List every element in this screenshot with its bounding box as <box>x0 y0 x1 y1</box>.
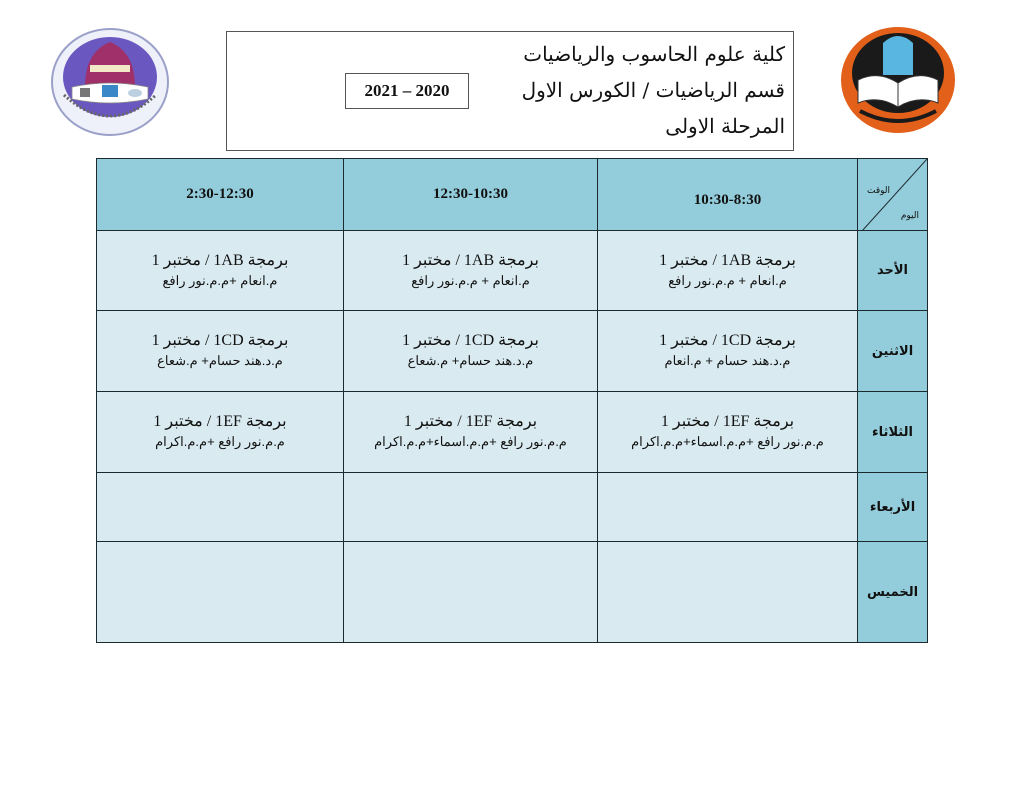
schedule-cell <box>344 231 598 311</box>
day-label: الأربعاء <box>858 473 928 542</box>
schedule-cell <box>344 542 598 643</box>
course-text: برمجة 1AB / مختبر 1 <box>659 251 796 269</box>
instructors-text: م.د.هند حسام + م.انعام <box>664 353 791 368</box>
academic-year: 2021 – 2020 <box>345 73 469 109</box>
schedule-cell <box>97 392 344 473</box>
header-row <box>97 159 928 231</box>
schedule-cell <box>97 231 344 311</box>
schedule-cell <box>598 392 858 473</box>
university-logo <box>838 25 958 135</box>
course-text: برمجة 1EF / مختبر 1 <box>153 413 287 430</box>
table-row <box>97 311 928 392</box>
table-row <box>97 231 928 311</box>
course-text: برمجة 1AB / مختبر 1 <box>402 251 539 269</box>
instructors-text: م.د.هند حسام+ م.شعاع <box>157 353 283 368</box>
day-label: الأحد <box>858 231 928 311</box>
corner-day-label: اليوم <box>900 211 919 221</box>
college-logo <box>50 27 170 137</box>
schedule-cell <box>598 542 858 643</box>
schedule-cell <box>598 311 858 392</box>
table-row <box>97 473 928 542</box>
day-label: الثلاثاء <box>858 392 928 473</box>
day-label: الاثنين <box>858 311 928 392</box>
schedule-cell <box>344 311 598 392</box>
header-box <box>226 31 794 151</box>
day-label: الخميس <box>858 542 928 643</box>
department-course: قسم الرياضيات / الكورس الاول <box>521 78 785 102</box>
schedule-table <box>96 158 928 643</box>
instructors-text: م.انعام +م.م.نور رافع <box>162 272 278 288</box>
schedule-cell <box>598 473 858 542</box>
time-slot-header: 10:30-8:30 <box>598 159 858 231</box>
corner-time-label: الوقت <box>867 186 891 196</box>
instructors-text: م.م.نور رافع +م.م.اكرام <box>155 434 285 449</box>
schedule-cell <box>97 542 344 643</box>
corner-cell <box>858 159 928 231</box>
table-row <box>97 392 928 473</box>
instructors-text: م.م.نور رافع +م.م.اسماء+م.م.اكرام <box>631 434 824 449</box>
course-text: برمجة 1CD / مختبر 1 <box>659 332 796 349</box>
schedule-cell <box>598 231 858 311</box>
time-slot-header: 12:30-10:30 <box>344 159 598 231</box>
course-text: برمجة 1AB / مختبر 1 <box>151 251 289 269</box>
schedule-cell <box>97 311 344 392</box>
course-text: برمجة 1EF / مختبر 1 <box>660 413 795 430</box>
course-text: برمجة 1CD / مختبر 1 <box>151 332 289 349</box>
course-text: برمجة 1CD / مختبر 1 <box>402 332 539 349</box>
schedule-cell <box>344 473 598 542</box>
instructors-text: م.م.نور رافع +م.م.اسماء+م.م.اكرام <box>374 434 567 449</box>
instructors-text: م.انعام + م.م.نور رافع <box>411 272 530 288</box>
schedule-cell <box>97 473 344 542</box>
instructors-text: م.انعام + م.م.نور رافع <box>668 272 787 288</box>
college-name: كلية علوم الحاسوب والرياضيات <box>523 42 785 66</box>
course-text: برمجة 1EF / مختبر 1 <box>403 413 538 430</box>
stage-label: المرحلة الاولى <box>665 114 785 138</box>
header-title-block <box>522 36 785 144</box>
instructors-text: م.د.هند حسام+ م.شعاع <box>407 353 534 368</box>
table-row <box>97 542 928 643</box>
time-slot-header: 2:30-12:30 <box>97 159 344 231</box>
schedule-cell <box>344 392 598 473</box>
